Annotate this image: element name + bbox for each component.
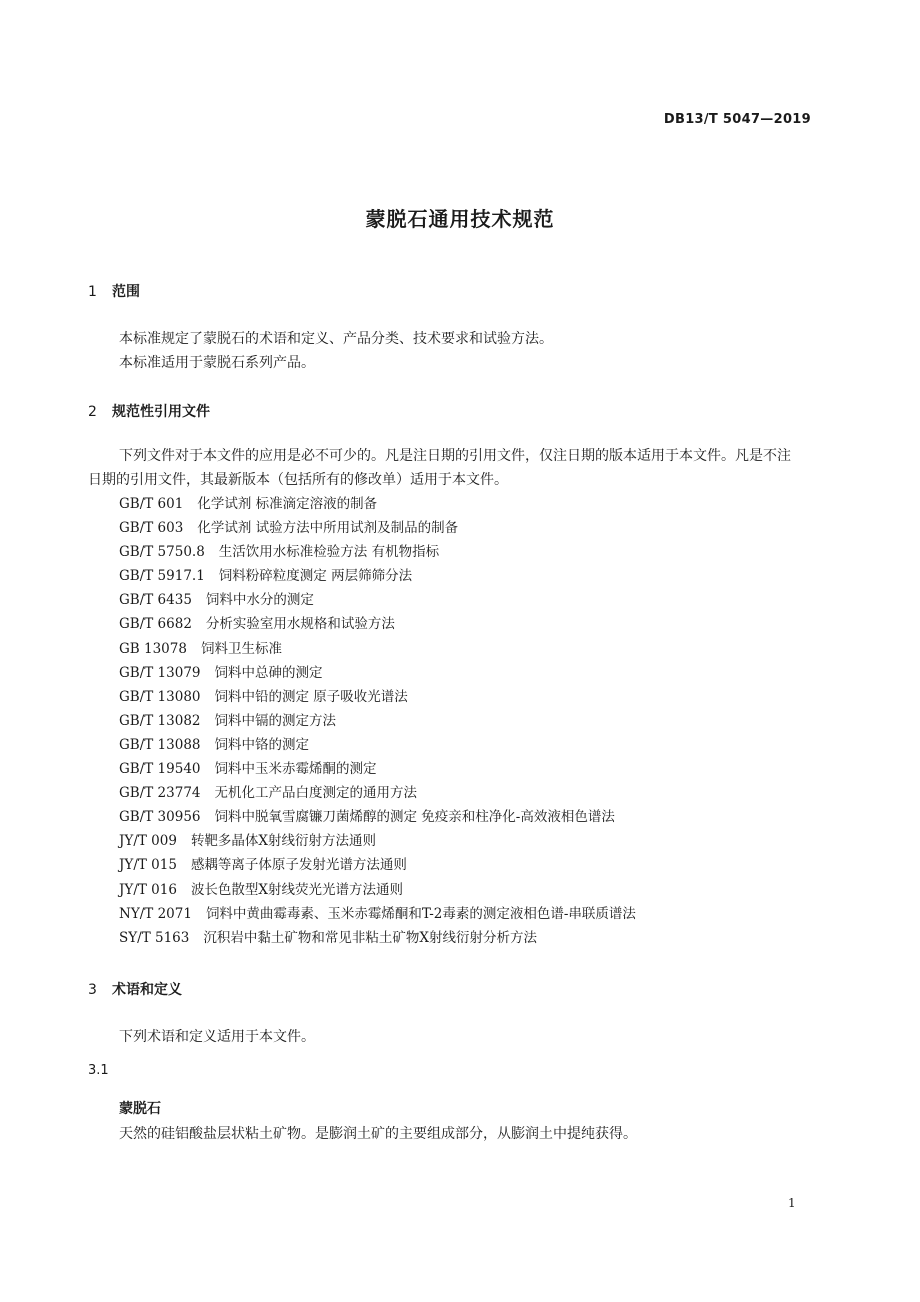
reference-code: JY/T 015 xyxy=(119,857,177,874)
section-title: 术语和定义 xyxy=(112,982,182,998)
reference-title: 无机化工产品白度测定的通用方法 xyxy=(214,785,417,802)
reference-item xyxy=(119,516,636,540)
reference-title: 饲料中镉的测定方法 xyxy=(214,712,336,729)
reference-item xyxy=(119,853,636,877)
section-title: 规范性引用文件 xyxy=(112,404,210,420)
subsection-number: 3.1 xyxy=(88,1063,109,1078)
reference-item xyxy=(119,829,636,853)
reference-code: GB/T 6435 xyxy=(119,592,192,609)
terms-intro: 下列术语和定义适用于本文件。 xyxy=(119,1029,315,1045)
reference-title: 饲料中玉米赤霉烯酮的测定 xyxy=(214,761,377,778)
reference-item xyxy=(119,757,636,781)
reference-title: 饲料中黄曲霉毒素、玉米赤霉烯酮和T-2毒素的测定液相色谱-串联质谱法 xyxy=(205,905,636,922)
section-3-heading xyxy=(88,979,182,999)
reference-code: GB/T 30956 xyxy=(119,809,201,826)
reference-item xyxy=(119,685,636,709)
reference-code: NY/T 2071 xyxy=(119,905,192,922)
reference-item xyxy=(119,878,636,902)
reference-item xyxy=(119,637,636,661)
reference-code: JY/T 016 xyxy=(119,881,177,898)
reference-title: 饲料粉碎粒度测定 两层筛筛分法 xyxy=(218,568,413,585)
reference-title: 波长色散型X射线荧光光谱方法通则 xyxy=(190,881,404,898)
reference-title: 饲料中水分的测定 xyxy=(205,592,314,609)
reference-title: 饲料中铬的测定 xyxy=(214,736,309,753)
section-number: 1 xyxy=(88,284,97,300)
reference-item xyxy=(119,661,636,685)
scope-paragraph-2: 本标准适用于蒙脱石系列产品。 xyxy=(119,355,315,371)
reference-title: 化学试剂 标准滴定溶液的制备 xyxy=(197,496,378,512)
references-intro: 下列文件对于本文件的应用是必不可少的。凡是注日期的引用文件，仅注日期的版本适用于本文件。凡是不注日期的引用文件，其最新版本（包括所有的修改单）适用于本文件。 xyxy=(88,448,791,488)
reference-item xyxy=(119,492,636,516)
reference-title: 饲料中脱氧雪腐镰刀菌烯醇的测定 免疫亲和柱净化-高效液相色谱法 xyxy=(214,809,615,826)
section-number: 2 xyxy=(88,404,97,420)
section-2-heading xyxy=(88,401,210,421)
reference-code: GB/T 5917.1 xyxy=(119,568,205,585)
reference-title: 化学试剂 试验方法中所用试剂及制品的制备 xyxy=(197,520,459,537)
reference-title: 分析实验室用水规格和试验方法 xyxy=(205,616,395,633)
reference-code: GB 13078 xyxy=(119,640,187,657)
reference-code: GB/T 5750.8 xyxy=(119,544,205,561)
term-definition: 天然的硅铝酸盐层状粘土矿物。是膨润土矿的主要组成部分，从膨润土中提纯获得。 xyxy=(119,1126,637,1142)
reference-title: 饲料中铅的测定 原子吸收光谱法 xyxy=(214,688,408,705)
reference-code: GB/T 13082 xyxy=(119,712,201,729)
reference-title: 转靶多晶体X射线衍射方法通则 xyxy=(190,833,377,850)
reference-item xyxy=(119,709,636,733)
reference-code: GB/T 13088 xyxy=(119,736,201,753)
section-1-heading xyxy=(88,281,140,301)
reference-code: GB/T 601 xyxy=(119,496,184,512)
reference-item xyxy=(119,588,636,612)
reference-code: GB/T 13079 xyxy=(119,664,201,681)
reference-title: 感耦等离子体原子发射光谱方法通则 xyxy=(190,857,407,874)
reference-item xyxy=(119,902,636,926)
scope-paragraph-1: 本标准规定了蒙脱石的术语和定义、产品分类、技术要求和试验方法。 xyxy=(119,331,553,347)
reference-code: GB/T 19540 xyxy=(119,761,201,778)
section-number: 3 xyxy=(88,982,97,998)
reference-item xyxy=(119,564,636,588)
reference-item xyxy=(119,926,636,950)
section-title: 范围 xyxy=(112,284,140,300)
reference-item xyxy=(119,733,636,757)
reference-code: SY/T 5163 xyxy=(119,929,190,946)
reference-title: 饲料中总砷的测定 xyxy=(214,664,323,681)
term-name: 蒙脱石 xyxy=(119,1101,161,1117)
reference-code: GB/T 23774 xyxy=(119,785,201,802)
reference-item xyxy=(119,540,636,564)
reference-item xyxy=(119,781,636,805)
reference-title: 沉积岩中黏土矿物和常见非粘土矿物X射线衍射分析方法 xyxy=(203,929,537,946)
standard-code: DB13/T 5047—2019 xyxy=(663,112,811,127)
reference-code: GB/T 6682 xyxy=(119,616,192,633)
document-title: 蒙脱石通用技术规范 xyxy=(365,207,555,231)
reference-code: GB/T 603 xyxy=(119,520,184,537)
reference-code: GB/T 13080 xyxy=(119,688,201,705)
page-number: 1 xyxy=(788,1196,796,1210)
reference-item xyxy=(119,612,636,636)
reference-item xyxy=(119,805,636,829)
reference-title: 饲料卫生标准 xyxy=(200,640,282,657)
reference-title: 生活饮用水标准检验方法 有机物指标 xyxy=(218,544,440,561)
reference-code: JY/T 009 xyxy=(119,833,177,850)
reference-list xyxy=(119,492,636,950)
